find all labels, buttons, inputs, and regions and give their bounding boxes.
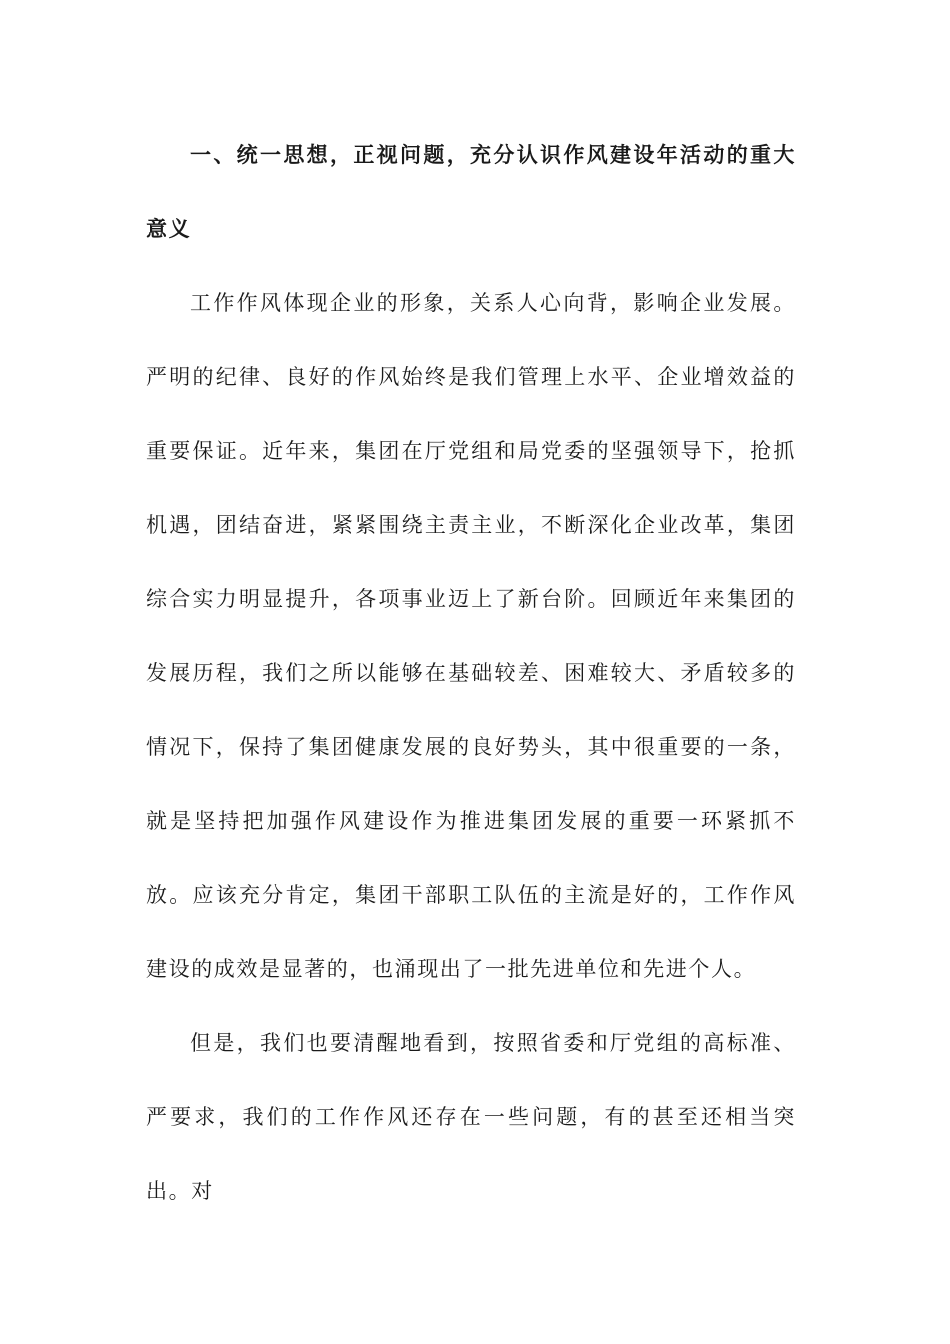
document-body [146, 118, 796, 1228]
section-heading: 一、统一思想，正视问题，充分认识作风建设年活动的重大意义 [146, 142, 796, 241]
body-paragraph-1: 工作作风体现企业的形象，关系人心向背，影响企业发展。严明的纪律、良好的作风始终是我们管理上水平、企业增效益的重要保证。近年来，集团在厅党组和局党委的坚强领导下，抢抓机遇，团结奋进，紧紧围绕主责主业，不断深化企业改革，集团综合实力明显提升，各项事业迈上了新台阶。回顾近年来集团的发展历程，我们之所以能够在基础较差、困难较大、矛盾较多的情况下，保持了集团健康发展的良好势头，其中很重要的一条，就是坚持把加强作风建设作为推进集团发展的重要一环紧抓不放。应该充分肯定，集团干部职工队伍的主流是好的，工作作风建设的成效是显著的，也涌现出了一批先进单位和先进个人。 [146, 291, 796, 981]
body-paragraph-2: 但是，我们也要清醒地看到，按照省委和厅党组的高标准、严要求，我们的工作作风还存在一些问题，有的甚至还相当突出。对 [146, 1031, 796, 1203]
